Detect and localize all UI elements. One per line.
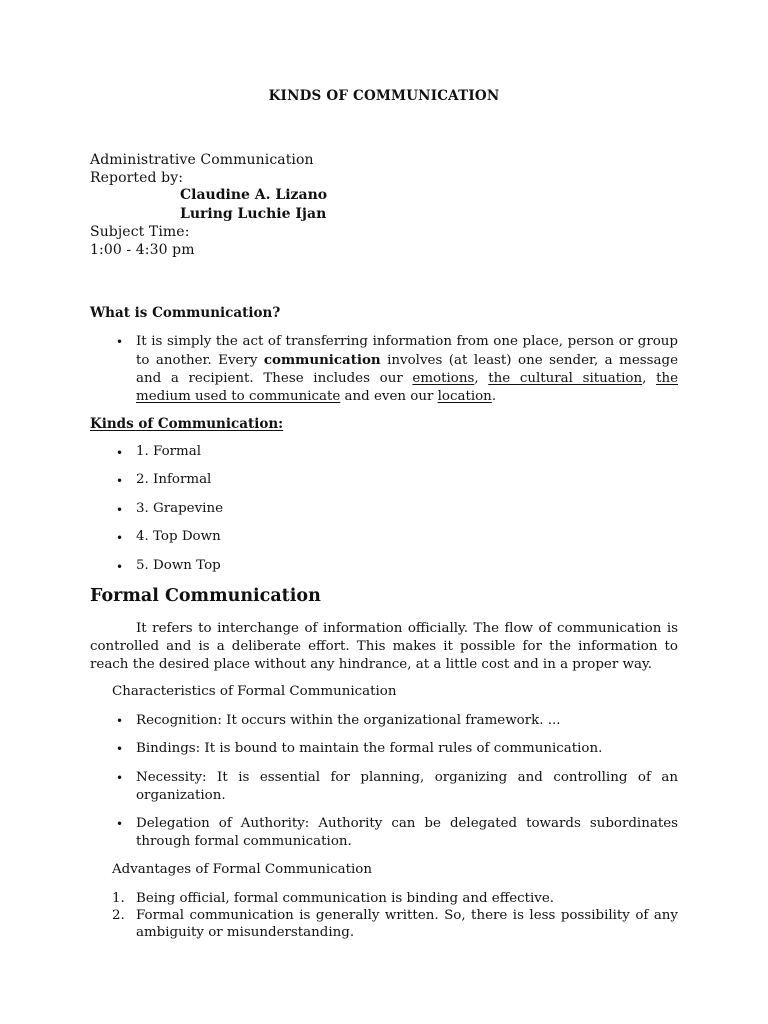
- kinds-heading: Kinds of Communication:: [90, 416, 284, 432]
- list-item: Bindings: It is bound to maintain the formal rules of communication.: [136, 741, 603, 756]
- bullet-icon: •: [116, 474, 124, 488]
- list-item: Delegation of Authority: Authority can be delegated towards subordinates through formal communication.: [136, 816, 678, 849]
- section-heading-what-is: What is Communication?: [90, 305, 281, 321]
- underlined-term: location: [437, 389, 492, 404]
- list-item: 2. Informal: [136, 472, 212, 487]
- list-item: 1. Formal: [136, 444, 202, 459]
- list-item: Recognition: It occurs within the organizational framework. ...: [136, 713, 561, 728]
- characteristics-heading: Characteristics of Formal Communication: [112, 684, 397, 699]
- bullet-icon: •: [116, 531, 124, 545]
- course-name: Administrative Communication: [90, 152, 314, 168]
- subject-time: 1:00 - 4:30 pm: [90, 242, 195, 258]
- bullet-icon: •: [116, 771, 124, 785]
- list-item: 3. Grapevine: [136, 501, 224, 516]
- advantages-heading: Advantages of Formal Communication: [112, 862, 372, 877]
- list-item: Being official, formal communication is binding and effective.: [136, 891, 555, 906]
- reporter-name: Luring Luchie Ijan: [180, 206, 327, 222]
- bullet-icon: •: [116, 446, 124, 460]
- underlined-term: the cultural situation: [488, 371, 643, 386]
- section-heading-formal: Formal Communication: [90, 586, 321, 606]
- list-item: 5. Down Top: [136, 558, 221, 573]
- reported-by-label: Reported by:: [90, 170, 184, 186]
- list-item: Necessity: It is essential for planning, organizing and controlling of an organization.: [136, 770, 678, 803]
- list-item: Formal communication is generally written. So, there is less possibility of any ambiguity or misunderstanding.: [136, 908, 678, 940]
- subject-time-label: Subject Time:: [90, 224, 190, 240]
- underlined-term: the medium used to communicate: [136, 371, 678, 404]
- definition-paragraph: It is simply the act of transferring information from one place, person or group to another. Every communication involves (at least) one sender, a message and a recipient. These includes our emotions, the cultural situation, the medium used to communicate and even our location.: [136, 334, 678, 404]
- bullet-icon: •: [116, 503, 124, 517]
- formal-paragraph: It refers to interchange of information officially. The flow of communication is controlled and is a deliberate effort. This makes it possible for the information to reach the desired place without any hindrance, at a little cost and in a proper way.: [90, 621, 678, 672]
- bullet-icon: •: [116, 335, 124, 349]
- bullet-icon: •: [116, 714, 124, 728]
- bold-term: communication: [263, 352, 381, 368]
- reporter-name: Claudine A. Lizano: [180, 187, 328, 203]
- bullet-icon: •: [116, 742, 124, 756]
- list-number: 2.: [112, 908, 125, 923]
- page-title: KINDS OF COMMUNICATION: [268, 88, 500, 104]
- underlined-term: emotions: [412, 371, 475, 386]
- bullet-icon: •: [116, 560, 124, 574]
- list-item: 4. Top Down: [136, 529, 221, 544]
- bullet-icon: •: [116, 817, 124, 831]
- list-number: 1.: [112, 891, 125, 906]
